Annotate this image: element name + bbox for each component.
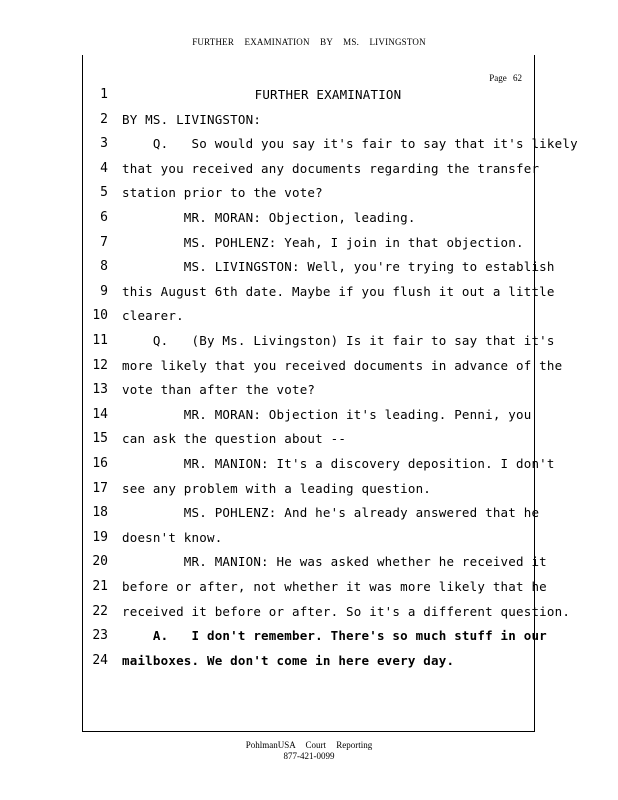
line-number: 18 (92, 505, 108, 521)
line-number: 11 (92, 333, 108, 348)
footer-phone: 877-421-0099 (283, 751, 335, 761)
transcript-line (0, 382, 618, 406)
line-number: 14 (92, 406, 108, 422)
transcript-line (0, 136, 618, 160)
line-number: 6 (100, 210, 108, 225)
page-number: Page 62 (489, 73, 522, 83)
line-number: 4 (100, 160, 108, 176)
transcript-line (0, 628, 618, 652)
line-text: received it before or after. So it's a different question. (122, 603, 571, 619)
transcript-line (0, 456, 618, 480)
transcript-line (0, 481, 618, 505)
line-number: 15 (92, 431, 108, 447)
transcript-line (0, 235, 618, 259)
bottom-rule (82, 731, 535, 732)
line-number: 24 (92, 652, 108, 668)
line-number: 17 (92, 480, 108, 496)
line-text: doesn't know. (122, 529, 223, 545)
transcript-line (0, 333, 618, 357)
line-text: vote than after the vote? (122, 382, 316, 398)
line-text: more likely that you received documents in advance of the (122, 357, 563, 373)
line-text: MR. MORAN: Objection, leading. (122, 210, 416, 225)
line-number: 8 (100, 259, 108, 275)
transcript-line (0, 530, 618, 554)
transcript-line (0, 579, 618, 603)
transcript-line (0, 284, 618, 308)
transcript-line (0, 185, 618, 209)
line-text: BY MS. LIVINGSTON: (122, 111, 262, 127)
line-text: that you received any documents regarding the transfer (122, 160, 540, 176)
line-text: Q. So would you say it's fair to say that it's likely (122, 136, 578, 152)
line-text: mailboxes. We don't come in here every day. (122, 652, 455, 668)
transcript-line (0, 358, 618, 382)
line-text: MR. MANION: It's a discovery deposition. I don't (122, 456, 555, 471)
line-text: MR. MANION: He was asked whether he received it (122, 554, 547, 570)
line-text: MS. LIVINGSTON: Well, you're trying to establish (122, 259, 555, 275)
line-text: see any problem with a leading question. (122, 480, 432, 496)
line-number: 12 (92, 357, 108, 373)
line-number: 20 (92, 554, 108, 570)
footer-company: PohlmanUSA Court Reporting (245, 740, 373, 750)
line-text: MS. POHLENZ: And he's already answered that he (122, 505, 540, 521)
line-number: 19 (92, 529, 108, 545)
line-text: before or after, not whether it was more likely that he (122, 579, 547, 594)
transcript-line (0, 431, 618, 455)
transcript-line (0, 259, 618, 283)
line-text: Q. (By Ms. Livingston) Is it fair to say that it's (122, 333, 555, 348)
transcript-line (0, 407, 618, 431)
line-text: MR. MORAN: Objection it's leading. Penni, you (122, 406, 532, 422)
transcript-line (0, 604, 618, 628)
line-text: A. I don't remember. There's so much stuff in our (122, 628, 547, 644)
line-text: can ask the question about -- (122, 431, 347, 447)
line-number: 3 (100, 136, 108, 152)
transcript-line (0, 210, 618, 234)
page-footer (0, 740, 618, 762)
line-number: 10 (92, 308, 108, 324)
line-text: this August 6th date. Maybe if you flush it out a little (122, 283, 555, 299)
page-header: FURTHER EXAMINATION BY MS. LIVINGSTON (192, 37, 426, 47)
line-number: 7 (100, 234, 108, 250)
transcript-line (0, 308, 618, 332)
transcript-line (0, 161, 618, 185)
line-text: MS. POHLENZ: Yeah, I join in that objection. (122, 234, 524, 250)
transcript-line (0, 112, 618, 136)
line-number: 13 (92, 382, 108, 398)
line-text: station prior to the vote? (122, 185, 323, 201)
line-number: 1 (100, 87, 108, 102)
transcript-line (0, 653, 618, 677)
line-number: 23 (92, 628, 108, 644)
line-number: 21 (92, 579, 108, 594)
transcript-line (0, 505, 618, 529)
line-number: 16 (92, 456, 108, 471)
transcript-line (0, 554, 618, 578)
line-number: 2 (100, 111, 108, 127)
line-text: FURTHER EXAMINATION (254, 87, 402, 102)
line-text: clearer. (122, 308, 184, 324)
line-number: 9 (100, 283, 108, 299)
line-number: 22 (92, 603, 108, 619)
line-number: 5 (100, 185, 108, 201)
transcript-line (0, 87, 618, 111)
